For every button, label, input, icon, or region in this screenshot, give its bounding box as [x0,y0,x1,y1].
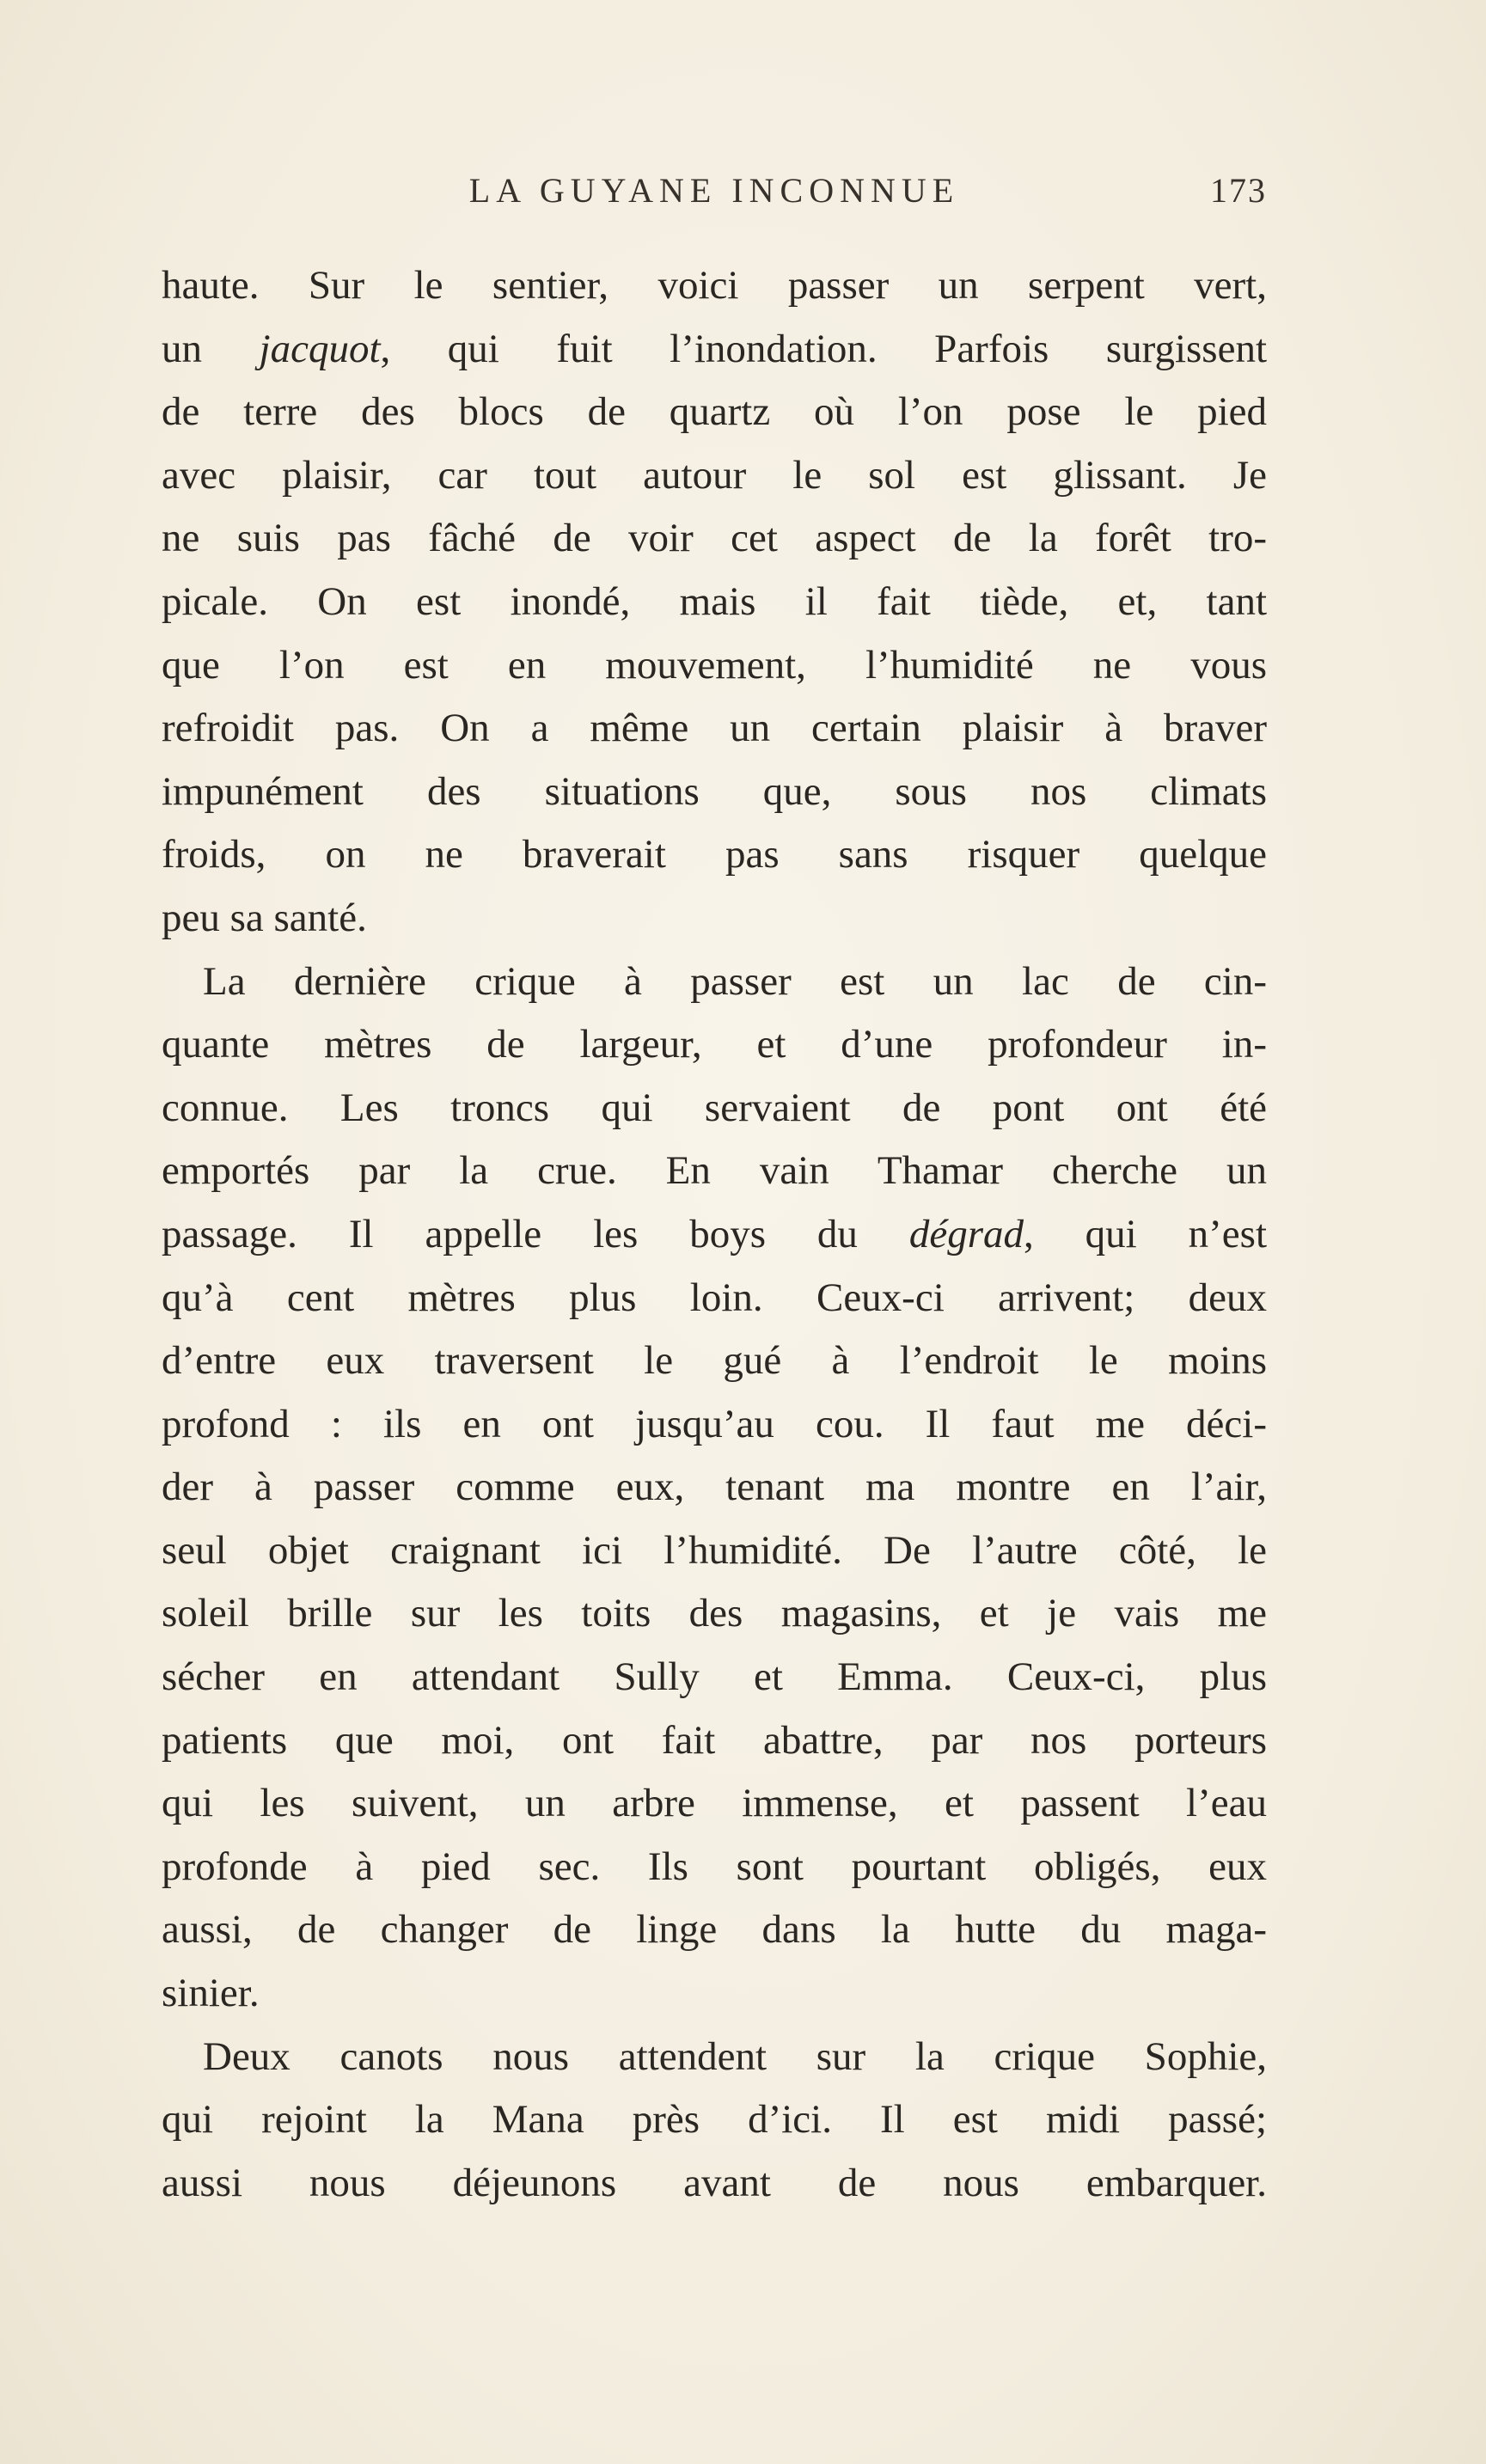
text-segment: d’entre eux traversent le gué à l’endroit le moins [162,1338,1267,1384]
text-segment: , qui fuit l’inondation. Parfois surgissent [380,326,1268,371]
paragraph [162,951,1267,2026]
text-segment: ne suis pas fâché de voir cet aspect de la forêt tro- [162,516,1267,561]
text-line [162,1836,1267,1899]
text-segment: froids, on ne braverait pas sans risquer quelque [162,832,1267,877]
text-line [162,1456,1267,1519]
text-line [162,1709,1267,1773]
text-line [162,1772,1267,1836]
text-segment: aussi, de changer de linge dans la hutte du maga- [162,1907,1267,1953]
text-segment: refroidit pas. On a même un certain plaisir à braver [162,706,1267,751]
text-segment: un [162,326,260,371]
text-line [162,1582,1267,1646]
text-line [162,887,1267,951]
text-segment: de terre des blocs de quartz où l’on pose le pied [162,389,1267,435]
text-segment: patients que moi, ont fait abattre, par nos porteurs [162,1717,1267,1763]
text-line [162,1267,1267,1330]
paragraph [162,254,1267,951]
text-line [162,1330,1267,1393]
text-segment: quante mètres de largeur, et d’une profondeur in- [162,1022,1267,1067]
text-segment: qu’à cent mètres plus loin. Ceux-ci arrivent; deux [162,1275,1267,1320]
italic-term: dégrad [908,1211,1024,1256]
text-line [162,2088,1267,2152]
text-line [162,1077,1267,1140]
text-segment: profond : ils en ont jusqu’au cou. Il faut me déci- [162,1401,1267,1446]
text-line [162,1646,1267,1709]
text-segment: sinier. [162,1971,260,2016]
text-line [162,381,1267,444]
text-segment: peu sa santé. [162,895,367,940]
text-segment: haute. Sur le sentier, voici passer un serpent vert, [162,263,1267,308]
text-segment: soleil brille sur les toits des magasins, et je vais me [162,1591,1267,1636]
text-line [162,2152,1267,2216]
text-line [162,951,1267,1014]
text-segment: der à passer comme eux, tenant ma montre en l’air, [162,1464,1267,1510]
text-segment: emportés par la crue. En vain Thamar cherche un [162,1148,1267,1194]
text-segment: La dernière crique à passer est un lac de cin- [203,958,1267,1004]
text-line [162,444,1267,508]
text-line [162,1393,1267,1457]
text-segment: que l’on est en mouvement, l’humidité ne vous [162,642,1267,688]
page-header [162,170,1267,222]
text-line [162,1962,1267,2026]
paragraph [162,2026,1267,2216]
text-line [162,1013,1267,1077]
text-segment: connue. Les troncs qui servaient de pont ont été [162,1085,1267,1130]
text-line [162,697,1267,761]
text-line [162,507,1267,571]
text-line [162,761,1267,824]
italic-term: jacquot [259,326,381,371]
body-text [162,254,1267,2215]
text-segment: aussi nous déjeunons avant de nous embarquer. [162,2160,1267,2205]
text-segment: Deux canots nous attendent sur la crique Sophie, [203,2033,1267,2079]
text-segment: avec plaisir, car tout autour le sol est glissant. Je [162,452,1267,498]
text-segment: profonde à pied sec. Ils sont pourtant obligés, eux [162,1843,1267,1889]
text-line [162,254,1267,318]
text-line [162,318,1267,382]
text-line [162,1519,1267,1583]
text-segment: sécher en attendant Sully et Emma. Ceux-ci, plus [162,1654,1267,1700]
text-line [162,571,1267,634]
text-segment: picale. On est inondé, mais il fait tiède, et, tant [162,578,1267,624]
text-segment: , qui n’est [1024,1211,1268,1256]
text-line [162,1203,1267,1267]
text-segment: seul objet craignant ici l’humidité. De l’autre côté, le [162,1527,1267,1573]
page-number: 173 [1210,171,1267,210]
text-line [162,1898,1267,1962]
text-segment: passage. Il appelle les boys du [162,1211,909,1256]
text-segment: qui rejoint la Mana près d’ici. Il est midi passé; [162,2097,1267,2143]
text-line [162,634,1267,698]
text-line [162,2026,1267,2089]
text-line [162,1140,1267,1203]
running-title: LA GUYANE INCONNUE [468,171,960,210]
text-segment: impunément des situations que, sous nos climats [162,768,1267,814]
text-segment: qui les suivent, un arbre immense, et passent l’eau [162,1781,1267,1826]
text-line [162,823,1267,887]
